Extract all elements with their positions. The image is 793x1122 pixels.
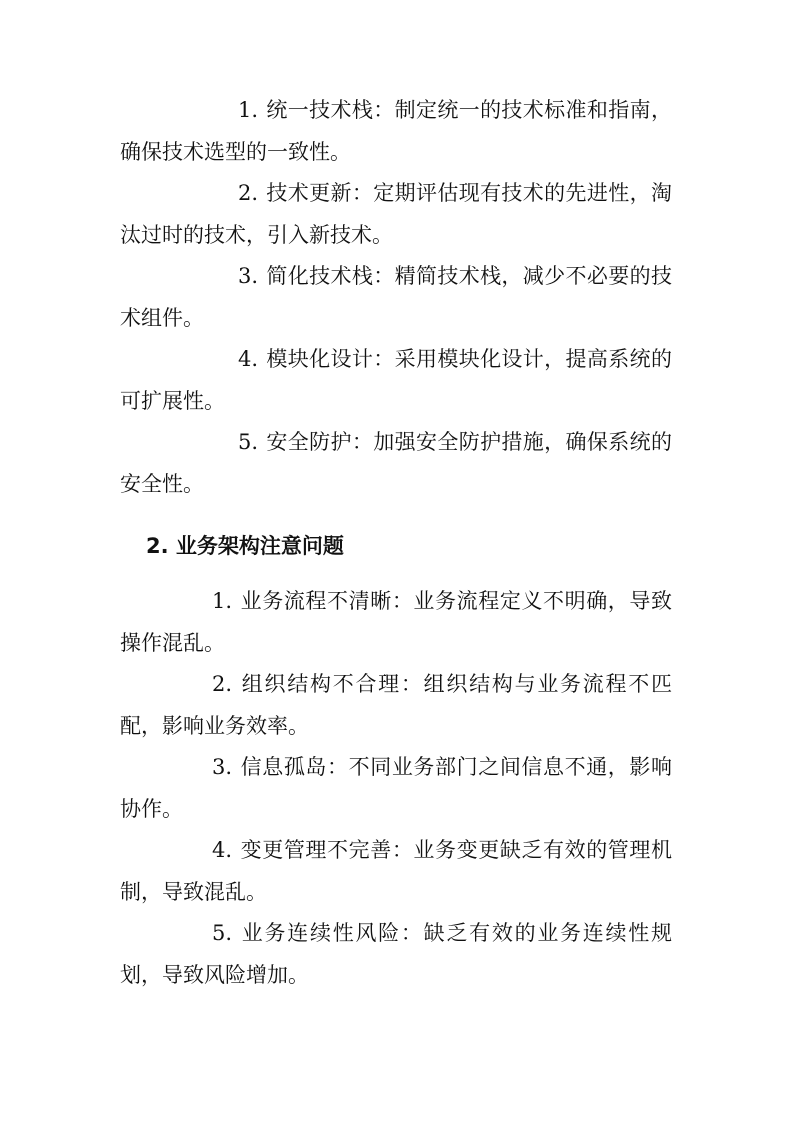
item-number: 2.: [212, 672, 233, 696]
item-text: 组织结构不合理：组织结构与业务流程不匹配，影响业务效率。: [120, 672, 672, 738]
item-text: 业务连续性风险：缺乏有效的业务连续性规划，导致风险增加。: [120, 921, 672, 987]
list-item: [120, 830, 672, 913]
item-number: 4.: [238, 347, 259, 371]
item-text: 简化技术栈：精简技术栈，减少不必要的技术组件。: [120, 264, 672, 330]
list-item: [120, 747, 672, 830]
item-text: 统一技术栈：制定统一的技术标准和指南，确保技术选型的一致性。: [120, 98, 672, 164]
document-page: [120, 90, 672, 996]
item-number: 3.: [238, 264, 259, 288]
item-number: 1.: [238, 98, 259, 122]
list-item: [120, 339, 672, 422]
item-number: 2.: [238, 181, 259, 205]
item-text: 业务流程不清晰：业务流程定义不明确，导致操作混乱。: [120, 589, 672, 655]
business-architecture-list: [120, 581, 672, 996]
tech-architecture-list: [120, 90, 672, 505]
item-text: 安全防护：加强安全防护措施，确保系统的安全性。: [120, 430, 672, 496]
item-text: 模块化设计：采用模块化设计，提高系统的可扩展性。: [120, 347, 672, 413]
item-number: 4.: [212, 838, 233, 862]
list-item: [120, 913, 672, 996]
item-text: 变更管理不完善：业务变更缺乏有效的管理机制，导致混乱。: [120, 838, 672, 904]
item-text: 技术更新：定期评估现有技术的先进性，淘汰过时的技术，引入新技术。: [120, 181, 672, 247]
list-item: [120, 90, 672, 173]
list-item: [120, 173, 672, 256]
item-number: 5.: [238, 430, 259, 454]
list-item: [120, 664, 672, 747]
item-number: 1.: [212, 589, 233, 613]
item-text: 信息孤岛：不同业务部门之间信息不通，影响协作。: [120, 755, 672, 821]
section-heading: 2. 业务架构注意问题: [146, 534, 344, 558]
list-item: [120, 422, 672, 505]
list-item: [120, 581, 672, 664]
item-number: 3.: [212, 755, 233, 779]
item-number: 5.: [212, 921, 233, 945]
list-item: [120, 256, 672, 339]
